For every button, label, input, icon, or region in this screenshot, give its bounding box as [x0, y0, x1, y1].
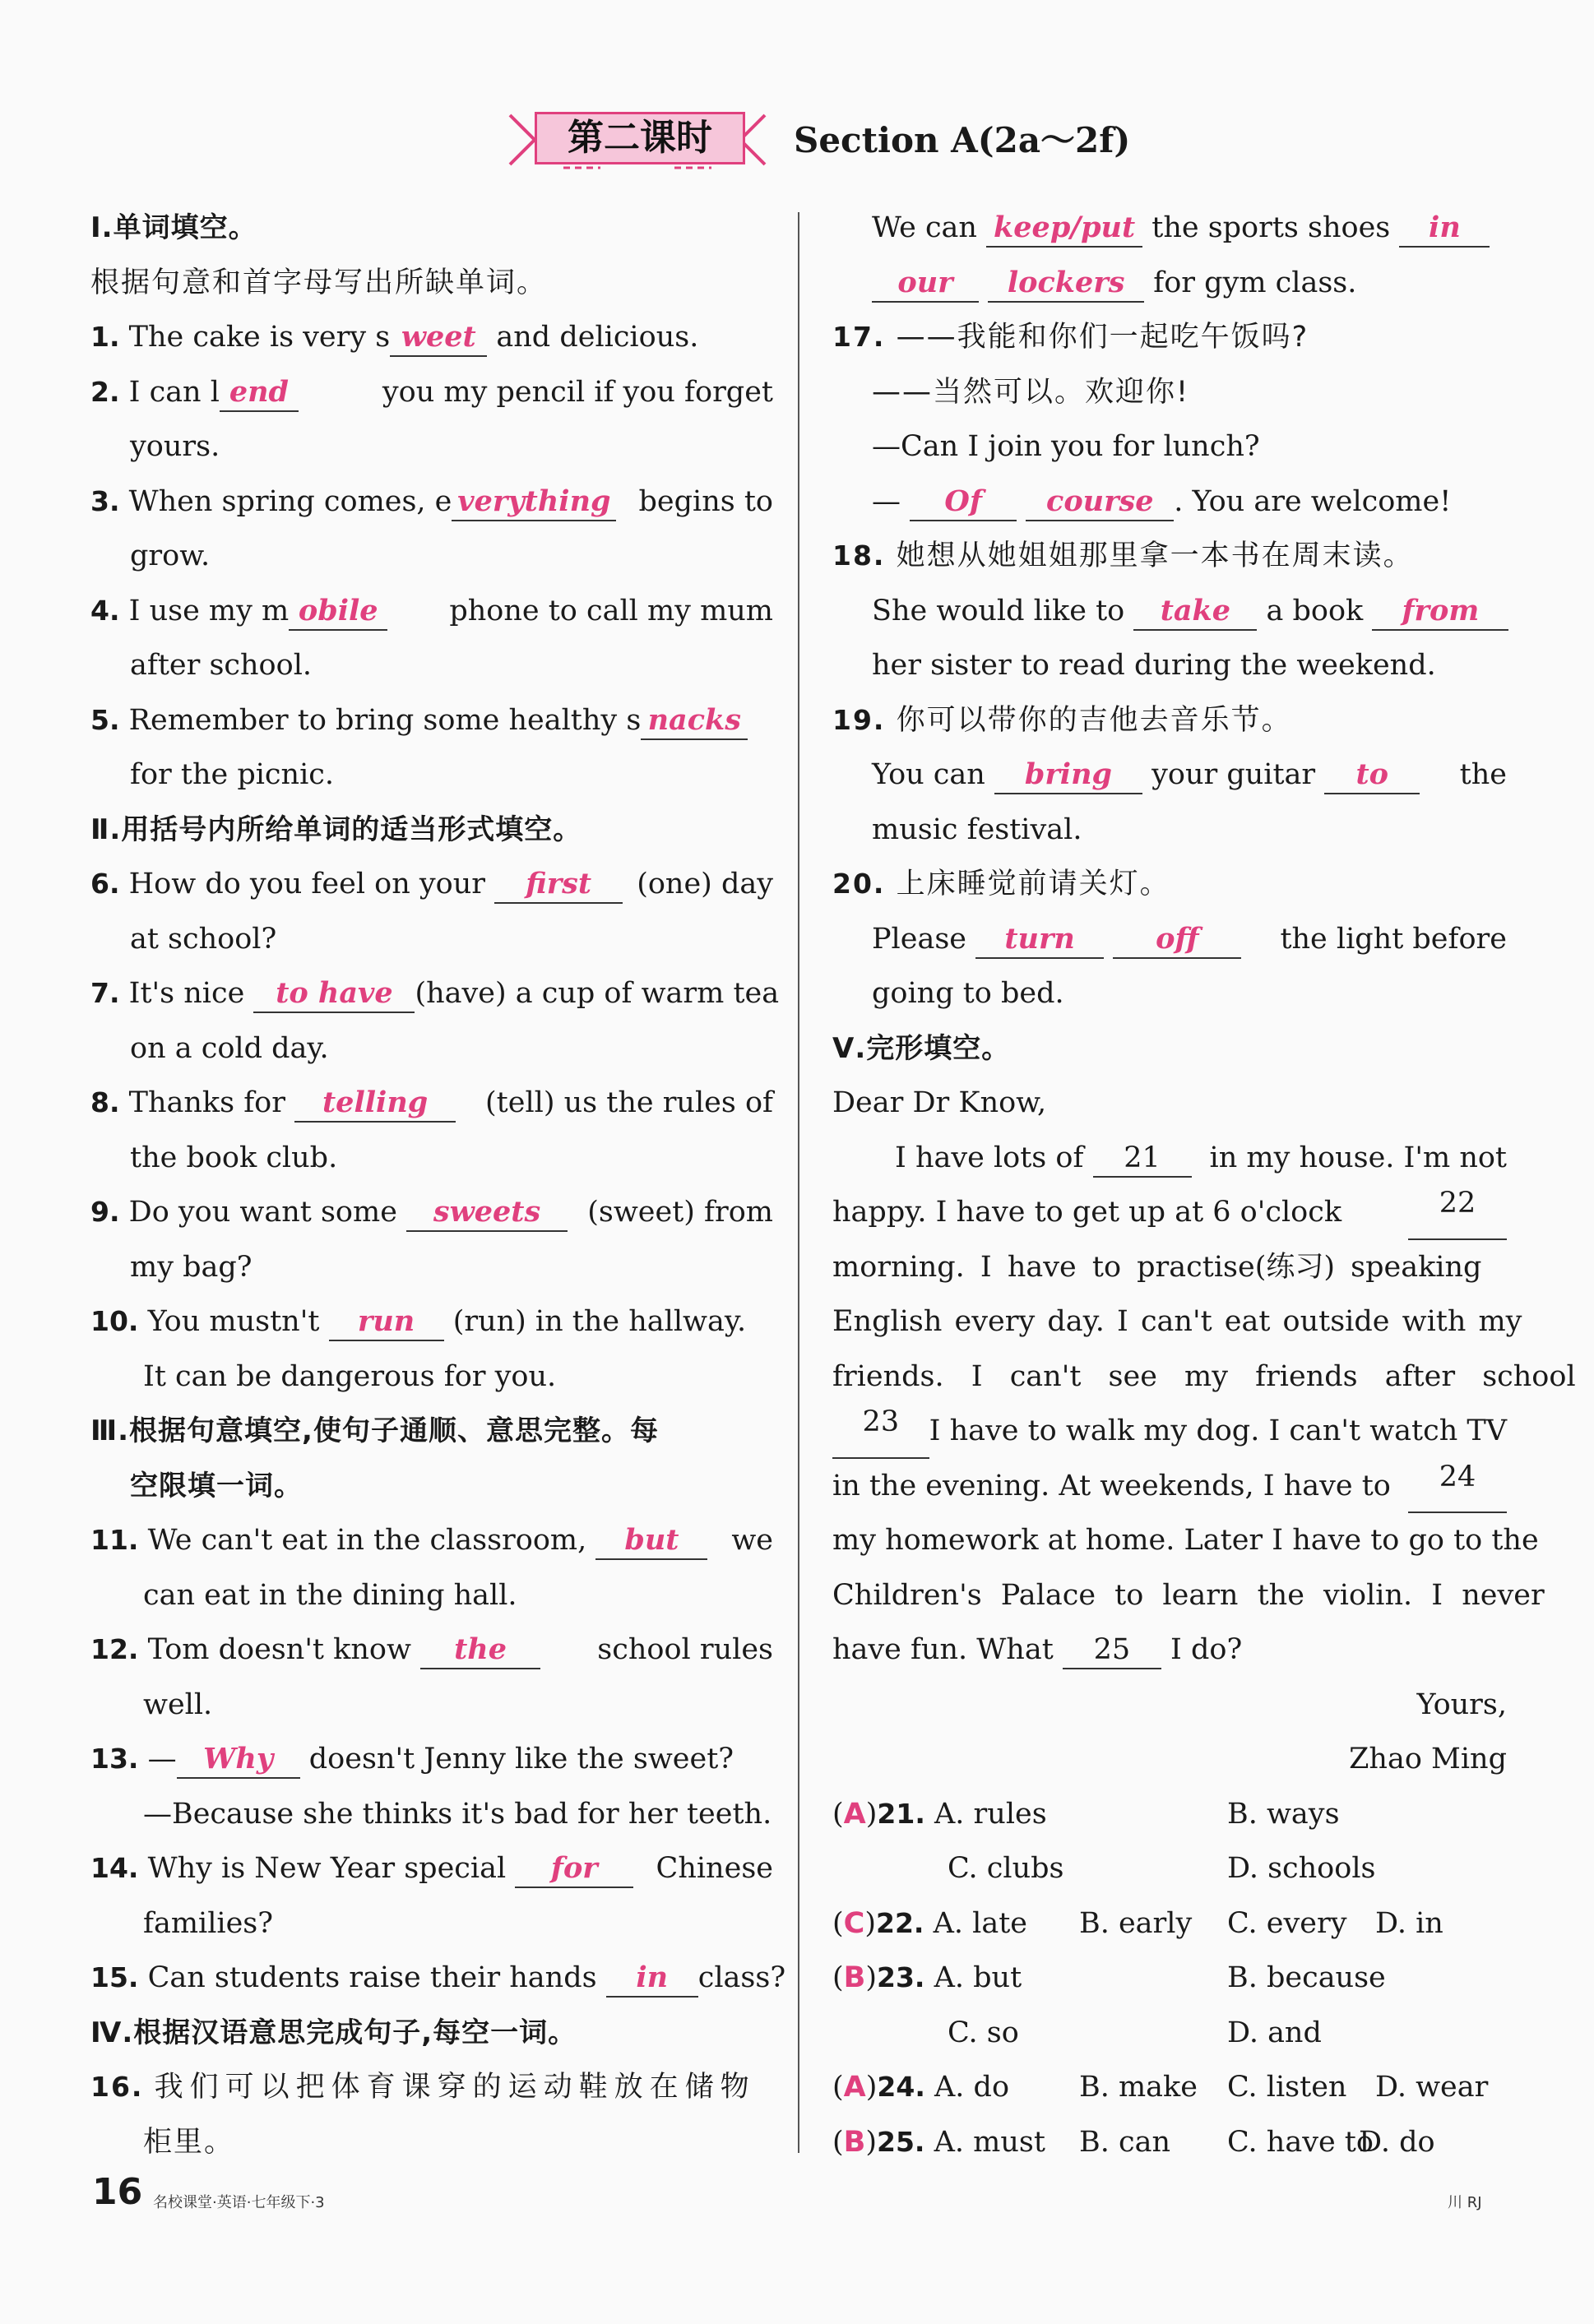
- q-number: 2.: [90, 375, 120, 408]
- part5-title: Ⅴ.完形填空。: [832, 1031, 1011, 1065]
- q-number: 11.: [90, 1524, 139, 1556]
- q-number: 14.: [90, 1852, 139, 1884]
- q-text: It's nice: [128, 977, 245, 1010]
- q-text: We can: [872, 211, 977, 244]
- part1-title: Ⅰ.单词填空。: [90, 211, 257, 244]
- q-number: 7.: [90, 977, 120, 1009]
- answer-blank[interactable]: bring: [994, 757, 1142, 794]
- q-text-cn: 她想从她姐姐那里拿一本书在周末读。: [896, 539, 1414, 572]
- q-continuation: can eat in the dining hall.: [143, 1578, 517, 1612]
- question-7: [90, 966, 780, 1021]
- q-text: Chinese: [656, 1852, 773, 1885]
- q-text: you my pencil if you forget: [382, 375, 773, 409]
- section-title: Section A(2a～2f): [794, 120, 1131, 160]
- chosen-answer: B: [843, 1961, 866, 1994]
- cloze-blank[interactable]: 22: [1408, 1185, 1507, 1240]
- part2-title: Ⅱ.用括号内所给单词的适当形式填空。: [90, 812, 582, 846]
- q-number: 15.: [90, 1961, 139, 1993]
- chosen-answer: C: [843, 1906, 865, 1940]
- question-2: [90, 365, 773, 420]
- q-text: (sweet) from: [587, 1196, 773, 1229]
- q-number: 24.: [877, 2071, 925, 2103]
- q-number: 17.: [832, 321, 886, 353]
- q16-english-line2: [832, 256, 1507, 311]
- q-text: She would like to: [872, 594, 1125, 627]
- cloze-blank[interactable]: 24: [1408, 1459, 1507, 1514]
- option-row-25: (B)25. A. must B. can C. have to D. do: [832, 2115, 1507, 2170]
- q-text: Thanks for: [128, 1086, 285, 1119]
- passage-text: happy. I have to get up at 6 o'clock: [832, 1196, 1342, 1229]
- answer-blank[interactable]: sweets: [406, 1194, 568, 1232]
- option-a[interactable]: A. do: [934, 2071, 1010, 2104]
- option-a[interactable]: A. but: [934, 1961, 1022, 1994]
- answer-blank[interactable]: Of: [910, 484, 1017, 521]
- option-d[interactable]: D. in: [1375, 1906, 1443, 1940]
- question-8: [90, 1076, 773, 1131]
- q-number: 10.: [90, 1305, 139, 1337]
- left-column: [90, 201, 786, 2169]
- option-a[interactable]: A. rules: [934, 1797, 1047, 1831]
- q-text: —: [147, 1743, 177, 1775]
- q-text: doesn't Jenny like the sweet?: [308, 1743, 734, 1775]
- passage-line: my homework at home. Later I have to go to the: [832, 1524, 1539, 1557]
- q-continuation: her sister to read during the weekend.: [872, 649, 1436, 682]
- q-text: a book: [1266, 594, 1364, 627]
- chosen-answer: A: [843, 1797, 866, 1831]
- q-text: the light before: [1280, 922, 1507, 956]
- q-continuation: yours.: [130, 430, 220, 463]
- part3-title: Ⅲ.根据句意填空,使句子通顺、意思完整。每: [90, 1414, 659, 1447]
- part1-instruction: 根据句意和首字母写出所缺单词。: [90, 266, 548, 299]
- edition-label: 川 RJ: [1448, 2194, 1482, 2211]
- option-row-23b: [832, 2006, 1507, 2061]
- question-20: [832, 857, 1507, 912]
- q-text: and delicious.: [496, 321, 699, 354]
- question-4: [90, 584, 773, 639]
- q-text: Tom doesn't know: [147, 1633, 411, 1666]
- q-text: How do you feel on your: [128, 868, 485, 900]
- q-number: 12.: [90, 1633, 139, 1665]
- q19-answer-line: [832, 748, 1507, 803]
- question-16: [90, 2060, 773, 2115]
- question-6: [90, 857, 773, 912]
- option-d[interactable]: D. wear: [1375, 2071, 1489, 2104]
- question-19: [832, 693, 1507, 748]
- q-text: I use my m: [128, 594, 290, 627]
- option-d[interactable]: D. schools: [1227, 1852, 1376, 1885]
- chosen-answer: A: [843, 2071, 866, 2104]
- q-text: school rules: [597, 1633, 773, 1666]
- q16-english-line1: [832, 201, 1507, 256]
- q-text: Remember to bring some healthy s: [128, 703, 642, 737]
- q-text-cn: ——我能和你们一起吃午饭吗?: [896, 321, 1309, 354]
- q-continuation: —Can I join you for lunch?: [872, 430, 1260, 463]
- answer-blank[interactable]: our: [872, 265, 979, 303]
- q-text: (have) a cup of warm tea: [415, 977, 780, 1010]
- q-text: The cake is very s: [128, 321, 391, 354]
- q-text: (run) in the hallway.: [452, 1305, 747, 1338]
- q-text: (tell) us the rules of: [485, 1086, 773, 1119]
- page-number: 16: [92, 2171, 143, 2213]
- question-11: [90, 1513, 773, 1568]
- q-number: 4.: [90, 594, 120, 627]
- passage-line: [832, 1623, 1507, 1678]
- q-number: 8.: [90, 1086, 120, 1118]
- passage-text: I do?: [1170, 1633, 1243, 1666]
- answer-blank[interactable]: telling: [294, 1085, 456, 1123]
- answer-blank[interactable]: for: [515, 1850, 633, 1888]
- q-number: 20.: [832, 868, 886, 900]
- q-text: begins to: [638, 484, 773, 518]
- q-number: 5.: [90, 703, 120, 736]
- q-number: 21.: [877, 1797, 925, 1830]
- question-18: [832, 529, 1507, 584]
- passage-line: morning. I have to practise(练习) speaking: [832, 1250, 1482, 1284]
- option-row-21: (A)21. A. rules B. ways: [832, 1787, 1507, 1842]
- q-continuation: after school.: [130, 649, 313, 682]
- option-b[interactable]: B. because: [1227, 1961, 1386, 1994]
- option-d[interactable]: D. do: [1359, 2125, 1435, 2159]
- answer-blank[interactable]: end: [220, 374, 299, 412]
- q-text: class?: [697, 1961, 786, 1994]
- question-10: [90, 1294, 773, 1349]
- passage-text: have fun. What: [832, 1633, 1054, 1666]
- q-number: 6.: [90, 868, 120, 900]
- answer-blank[interactable]: verything: [452, 484, 616, 521]
- answer-blank[interactable]: from: [1372, 593, 1508, 631]
- q-text: Why is New Year special: [147, 1852, 507, 1885]
- q-continuation: It can be dangerous for you.: [143, 1359, 557, 1393]
- passage-line: English every day. I can't eat outside with my: [832, 1305, 1522, 1338]
- option-c[interactable]: C. so: [948, 2016, 1019, 2049]
- q-text: the sports shoes: [1151, 211, 1391, 244]
- q-continuation: families?: [143, 1906, 274, 1940]
- q-text: Can students raise their hands: [147, 1961, 597, 1994]
- passage-text: I have lots of: [895, 1141, 1084, 1174]
- q20-answer-line: [832, 912, 1507, 967]
- q-text: When spring comes, e: [128, 484, 452, 518]
- q-number: 1.: [90, 321, 120, 353]
- q-text: I can l: [128, 375, 220, 409]
- answer-blank[interactable]: obile: [289, 593, 387, 631]
- q-number: 3.: [90, 484, 120, 517]
- answer-blank[interactable]: the: [420, 1632, 540, 1669]
- answer-blank[interactable]: weet: [390, 319, 487, 357]
- lesson-badge-label: 第二课时: [535, 112, 745, 164]
- option-row-22: (C)22. A. late B. early C. every D. in: [832, 1896, 1507, 1951]
- option-row-24: (A)24. A. do B. make C. listen D. wear: [832, 2060, 1507, 2115]
- answer-blank[interactable]: Why: [177, 1741, 300, 1779]
- q-number: 9.: [90, 1196, 120, 1228]
- answer-blank[interactable]: take: [1133, 593, 1257, 631]
- passage-text: I have to walk my dog. I can't watch TV: [929, 1414, 1507, 1447]
- question-5: [90, 693, 773, 748]
- q-text: the: [1459, 758, 1507, 791]
- answer-blank[interactable]: course: [1026, 484, 1174, 521]
- q-continuation: the book club.: [130, 1141, 338, 1174]
- answer-blank[interactable]: off: [1113, 921, 1241, 959]
- q-continuation: going to bed.: [872, 977, 1064, 1010]
- question-15: [90, 1951, 786, 2006]
- answer-blank[interactable]: keep/put: [986, 210, 1142, 248]
- cloze-blank[interactable]: 23: [832, 1404, 929, 1459]
- answer-blank[interactable]: to have: [253, 975, 415, 1013]
- q-text-cn: 我们可以把体育课穿的运动鞋放在储物: [154, 2071, 756, 2104]
- passage-line: [832, 1185, 1507, 1240]
- question-17: [832, 310, 1507, 365]
- answer-blank[interactable]: turn: [975, 921, 1104, 959]
- passage-line: [832, 1459, 1507, 1514]
- passage-line: [832, 1131, 1507, 1186]
- question-1: [90, 310, 773, 365]
- option-a[interactable]: A. late: [933, 1906, 1027, 1940]
- option-b[interactable]: B. make: [1079, 2071, 1198, 2104]
- part3-title-cont: 空限填一词。: [130, 1469, 303, 1502]
- answer-blank[interactable]: nacks: [641, 702, 748, 740]
- question-9: [90, 1185, 773, 1240]
- part4-title: Ⅳ.根据汉语意思完成句子,每空一词。: [90, 2016, 577, 2049]
- q-number: 22.: [876, 1906, 924, 1939]
- right-column: [832, 201, 1576, 2169]
- q-number: 18.: [832, 539, 886, 572]
- lesson-badge: [502, 107, 773, 173]
- q-text: for gym class.: [1153, 266, 1357, 299]
- q-continuation: for the picnic.: [130, 758, 334, 791]
- question-13: [90, 1732, 773, 1787]
- q-text: (one) day: [637, 868, 773, 900]
- letter-closing: Yours,: [1416, 1687, 1507, 1721]
- passage-text: in my house. I'm not: [1209, 1141, 1507, 1174]
- q-text-cn: 你可以带你的吉他去音乐节。: [896, 703, 1292, 737]
- passage-line: [832, 1404, 1507, 1459]
- answer-blank[interactable]: to: [1324, 757, 1420, 794]
- q-number: 19.: [832, 703, 886, 736]
- passage-text: in the evening. At weekends, I have to: [832, 1469, 1391, 1502]
- option-b[interactable]: B. early: [1079, 1906, 1193, 1940]
- letter-signature: Zhao Ming: [1349, 1743, 1507, 1775]
- q-continuation: music festival.: [872, 812, 1082, 846]
- option-a[interactable]: A. must: [934, 2125, 1045, 2159]
- q-text: we: [731, 1524, 773, 1557]
- question-12: [90, 1623, 773, 1678]
- cloze-blank[interactable]: 21: [1093, 1140, 1192, 1178]
- option-c[interactable]: C. listen: [1227, 2071, 1347, 2104]
- question-3: [90, 475, 773, 530]
- q-continuation: —Because she thinks it's bad for her teeth.: [143, 1797, 772, 1831]
- q-continuation: 柜里。: [143, 2125, 235, 2159]
- cloze-blank[interactable]: 25: [1063, 1632, 1161, 1669]
- q-continuation: well.: [143, 1687, 213, 1721]
- option-c[interactable]: C. have to: [1227, 2125, 1374, 2159]
- q18-answer-line: [832, 584, 1507, 639]
- q-text: We can't eat in the classroom,: [147, 1524, 587, 1557]
- q-text: You mustn't: [147, 1305, 320, 1338]
- option-d[interactable]: D. and: [1227, 2016, 1322, 2049]
- q-number: 25.: [877, 2125, 925, 2158]
- question-14: [90, 1841, 773, 1896]
- column-divider: [798, 212, 799, 2153]
- q-number: 23.: [877, 1961, 925, 1993]
- answer-blank[interactable]: in: [1399, 210, 1490, 248]
- q-number: 13.: [90, 1743, 139, 1775]
- q-text: . You are welcome!: [1174, 484, 1452, 518]
- chosen-answer: B: [843, 2125, 866, 2159]
- option-b[interactable]: B. ways: [1227, 1797, 1340, 1831]
- q-continuation: ——当然可以。欢迎你!: [872, 375, 1190, 409]
- option-b[interactable]: B. can: [1079, 2125, 1170, 2159]
- option-row-21b: [832, 1841, 1507, 1896]
- letter-greeting: Dear Dr Know,: [832, 1086, 1047, 1119]
- q-text: your guitar: [1151, 758, 1316, 791]
- q-text: Do you want some: [128, 1196, 397, 1229]
- answer-blank[interactable]: but: [595, 1522, 707, 1560]
- q-text: Please: [872, 922, 966, 956]
- q-text: —: [872, 484, 901, 518]
- book-title: 名校课堂·英语·七年级下·3: [153, 2194, 325, 2211]
- passage-line: Children's Palace to learn the violin. I never: [832, 1578, 1545, 1612]
- q-text-cn: 上床睡觉前请关灯。: [896, 868, 1170, 900]
- answer-blank[interactable]: first: [494, 866, 623, 904]
- q17-answer-line: [832, 475, 1507, 530]
- answer-blank[interactable]: run: [329, 1303, 444, 1341]
- option-c[interactable]: C. every: [1227, 1906, 1347, 1940]
- q-continuation: at school?: [130, 922, 277, 956]
- option-row-23: (B)23. A. but B. because: [832, 1951, 1507, 2006]
- answer-blank[interactable]: lockers: [988, 265, 1144, 303]
- q-text: phone to call my mum: [449, 594, 773, 627]
- option-c[interactable]: C. clubs: [948, 1852, 1064, 1885]
- answer-blank[interactable]: in: [606, 1960, 698, 1998]
- q-text: You can: [872, 758, 985, 791]
- q-continuation: my bag?: [130, 1250, 253, 1284]
- passage-line: friends. I can't see my friends after school: [832, 1359, 1576, 1393]
- q-continuation: on a cold day.: [130, 1031, 329, 1065]
- q-number: 16.: [90, 2071, 144, 2103]
- q-continuation: grow.: [130, 539, 211, 572]
